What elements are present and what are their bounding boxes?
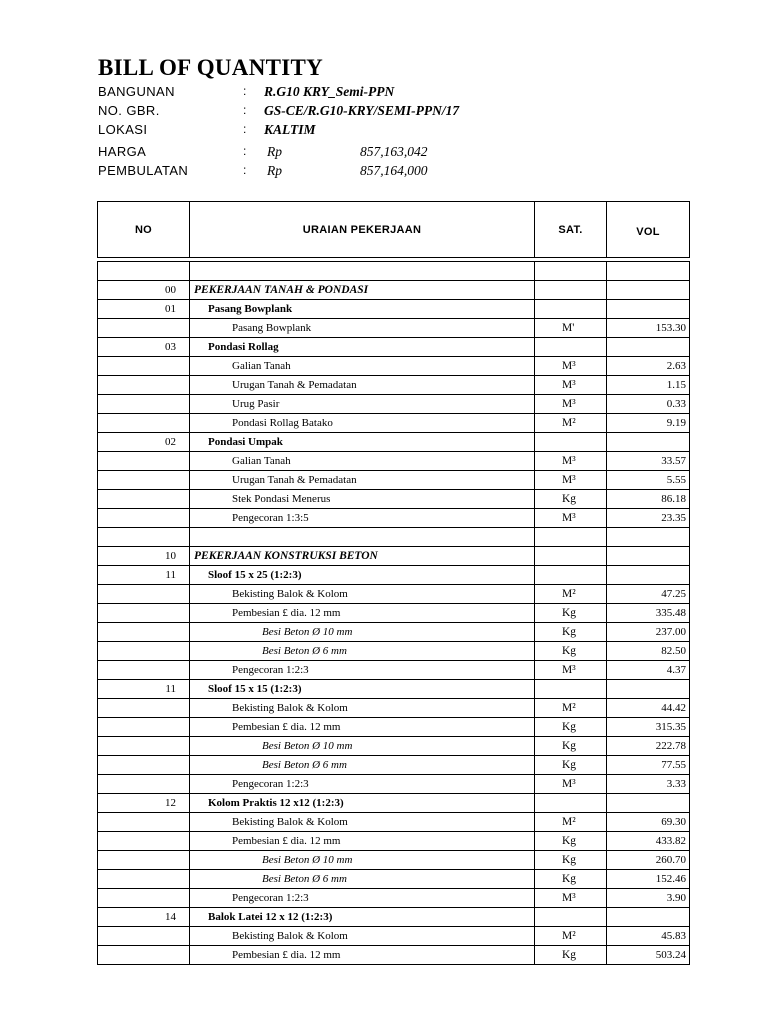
cell-vol: 3.33 (607, 775, 690, 794)
meta-value: KALTIM (264, 122, 316, 137)
table-row (98, 623, 690, 642)
cell-no: 02 (98, 433, 190, 452)
cell-no (98, 718, 190, 737)
cell-no (98, 832, 190, 851)
cell-sat: M² (535, 585, 607, 604)
uraian-text: Pondasi Rollag Batako (232, 417, 333, 429)
uraian-text: Urugan Tanah & Pemadatan (232, 474, 357, 486)
cell-sat (535, 794, 607, 813)
cell-uraian (190, 680, 535, 699)
uraian-text: Pembesian £ dia. 12 mm (232, 721, 341, 733)
uraian-text: Pengecoran 1:2:3 (232, 892, 309, 904)
cell-vol: 3.90 (607, 889, 690, 908)
cell-no: 10 (98, 547, 190, 566)
cell-vol: 237.00 (607, 623, 690, 642)
cell-no (98, 661, 190, 680)
uraian-text: Besi Beton Ø 10 mm (262, 854, 353, 866)
uraian-text: Bekisting Balok & Kolom (232, 930, 348, 942)
cell-sat: Kg (535, 718, 607, 737)
cell-vol: 69.30 (607, 813, 690, 832)
cell-uraian (190, 528, 535, 547)
uraian-text: Pasang Bowplank (232, 322, 312, 334)
cell-vol: 222.78 (607, 737, 690, 756)
meta-label: HARGA (98, 144, 147, 159)
cell-vol: 503.24 (607, 946, 690, 965)
meta-label: BANGUNAN (98, 84, 175, 99)
header-no: NO (98, 202, 190, 258)
table-row (98, 794, 690, 813)
uraian-text: PEKERJAAN TANAH & PONDASI (194, 284, 369, 296)
cell-sat: Kg (535, 851, 607, 870)
table-row (98, 471, 690, 490)
cell-sat (535, 300, 607, 319)
table-row (98, 718, 690, 737)
table-row (98, 376, 690, 395)
header-row (98, 202, 690, 258)
cell-sat: Kg (535, 604, 607, 623)
uraian-text: Kolom Praktis 12 x12 (1:2:3) (208, 797, 344, 809)
uraian-text: Besi Beton Ø 10 mm (262, 626, 353, 638)
cell-uraian (190, 927, 535, 946)
table-row (98, 357, 690, 376)
cell-sat: M³ (535, 395, 607, 414)
cell-sat: Kg (535, 832, 607, 851)
table-row (98, 813, 690, 832)
table-row (98, 832, 690, 851)
cell-no (98, 851, 190, 870)
meta-label: PEMBULATAN (98, 163, 189, 178)
table-row (98, 927, 690, 946)
cell-sat (535, 547, 607, 566)
cell-vol: 315.35 (607, 718, 690, 737)
cell-sat: M² (535, 414, 607, 433)
uraian-text: Bekisting Balok & Kolom (232, 816, 348, 828)
table-row (98, 319, 690, 338)
cell-sat: Kg (535, 870, 607, 889)
uraian-text: Galian Tanah (232, 360, 291, 372)
uraian-text: Pembesian £ dia. 12 mm (232, 949, 341, 961)
cell-uraian (190, 566, 535, 585)
cell-vol: 77.55 (607, 756, 690, 775)
cell-vol: 33.57 (607, 452, 690, 471)
cell-uraian (190, 319, 535, 338)
uraian-text: PEKERJAAN KONSTRUKSI BETON (194, 550, 378, 562)
table-row (98, 946, 690, 965)
cell-no: 14 (98, 908, 190, 927)
cell-sat (535, 566, 607, 585)
cell-vol (607, 794, 690, 813)
meta-colon: : (243, 122, 247, 136)
cell-no (98, 889, 190, 908)
cell-sat: Kg (535, 490, 607, 509)
table-row (98, 699, 690, 718)
cell-no (98, 699, 190, 718)
cell-sat: Kg (535, 737, 607, 756)
cell-no (98, 528, 190, 547)
cell-sat: Kg (535, 946, 607, 965)
cell-sat (535, 262, 607, 281)
cell-sat: M³ (535, 471, 607, 490)
cell-uraian (190, 604, 535, 623)
cell-vol (607, 528, 690, 547)
cell-sat: M³ (535, 775, 607, 794)
cell-no (98, 490, 190, 509)
table-row (98, 452, 690, 471)
cell-sat: M' (535, 319, 607, 338)
cell-vol: 4.37 (607, 661, 690, 680)
table-row (98, 281, 690, 300)
cell-uraian (190, 471, 535, 490)
cell-vol (607, 338, 690, 357)
cell-uraian (190, 946, 535, 965)
cell-uraian (190, 851, 535, 870)
uraian-text: Pembesian £ dia. 12 mm (232, 835, 341, 847)
cell-no: 01 (98, 300, 190, 319)
uraian-text: Urugan Tanah & Pemadatan (232, 379, 357, 391)
meta-value: R.G10 KRY_Semi-PPN (264, 84, 395, 99)
table-row (98, 414, 690, 433)
cell-vol (607, 300, 690, 319)
table-row (98, 680, 690, 699)
meta-colon: : (243, 103, 247, 117)
cell-uraian (190, 718, 535, 737)
table-row (98, 908, 690, 927)
uraian-text: Urug Pasir (232, 398, 280, 410)
cell-sat: Kg (535, 623, 607, 642)
cell-sat (535, 338, 607, 357)
cell-vol: 335.48 (607, 604, 690, 623)
cell-no (98, 775, 190, 794)
cell-uraian (190, 623, 535, 642)
cell-uraian (190, 395, 535, 414)
cell-sat: Kg (535, 642, 607, 661)
cell-sat: M² (535, 813, 607, 832)
meta-currency: Rp (267, 163, 282, 178)
cell-uraian (190, 737, 535, 756)
table-row (98, 661, 690, 680)
cell-uraian (190, 642, 535, 661)
cell-vol (607, 547, 690, 566)
cell-vol: 5.55 (607, 471, 690, 490)
cell-no (98, 414, 190, 433)
cell-uraian (190, 870, 535, 889)
cell-vol: 433.82 (607, 832, 690, 851)
cell-uraian (190, 376, 535, 395)
cell-no (98, 452, 190, 471)
meta-amount: 857,164,000 (360, 163, 428, 178)
cell-uraian (190, 262, 535, 281)
cell-sat (535, 680, 607, 699)
uraian-text: Galian Tanah (232, 455, 291, 467)
cell-sat: M³ (535, 376, 607, 395)
uraian-text: Besi Beton Ø 10 mm (262, 740, 353, 752)
table-row (98, 566, 690, 585)
uraian-text: Pengecoran 1:2:3 (232, 778, 309, 790)
cell-uraian (190, 699, 535, 718)
cell-sat: M³ (535, 661, 607, 680)
cell-no (98, 395, 190, 414)
cell-uraian (190, 414, 535, 433)
cell-vol (607, 566, 690, 585)
table-row (98, 490, 690, 509)
boq-table-header (97, 201, 690, 258)
cell-vol: 23.35 (607, 509, 690, 528)
table-row (98, 338, 690, 357)
cell-sat: M² (535, 927, 607, 946)
table-row (98, 604, 690, 623)
cell-vol (607, 680, 690, 699)
uraian-text: Bekisting Balok & Kolom (232, 588, 348, 600)
meta-colon: : (243, 144, 247, 158)
cell-uraian (190, 908, 535, 927)
meta-amount: 857,163,042 (360, 144, 428, 159)
cell-no (98, 604, 190, 623)
cell-uraian (190, 794, 535, 813)
table-row (98, 851, 690, 870)
table-row (98, 585, 690, 604)
uraian-text: Pondasi Umpak (208, 436, 283, 448)
cell-uraian (190, 813, 535, 832)
cell-no (98, 319, 190, 338)
table-row (98, 528, 690, 547)
cell-uraian (190, 661, 535, 680)
table-row (98, 870, 690, 889)
cell-sat (535, 433, 607, 452)
cell-uraian (190, 490, 535, 509)
cell-no (98, 471, 190, 490)
cell-sat: M³ (535, 357, 607, 376)
cell-sat (535, 528, 607, 547)
document-title: BILL OF QUANTITY (98, 55, 324, 80)
cell-uraian (190, 775, 535, 794)
cell-uraian (190, 281, 535, 300)
cell-no (98, 756, 190, 775)
cell-vol: 260.70 (607, 851, 690, 870)
table-row (98, 509, 690, 528)
cell-vol: 1.15 (607, 376, 690, 395)
uraian-text: Sloof 15 x 25 (1:2:3) (208, 569, 302, 581)
cell-vol (607, 262, 690, 281)
cell-no: 12 (98, 794, 190, 813)
meta-label: NO. GBR. (98, 103, 160, 118)
cell-vol: 152.46 (607, 870, 690, 889)
meta-value: GS-CE/R.G10-KRY/SEMI-PPN/17 (264, 103, 460, 118)
cell-uraian (190, 585, 535, 604)
table-row (98, 775, 690, 794)
uraian-text: Pengecoran 1:2:3 (232, 664, 309, 676)
cell-vol: 82.50 (607, 642, 690, 661)
cell-no (98, 946, 190, 965)
table-row (98, 756, 690, 775)
uraian-text: Besi Beton Ø 6 mm (262, 645, 347, 657)
uraian-text: Besi Beton Ø 6 mm (262, 759, 347, 771)
boq-table-body (98, 262, 690, 965)
cell-sat (535, 908, 607, 927)
cell-no (98, 737, 190, 756)
cell-uraian (190, 452, 535, 471)
cell-no (98, 376, 190, 395)
cell-vol: 9.19 (607, 414, 690, 433)
table-row (98, 262, 690, 281)
cell-no (98, 642, 190, 661)
cell-no (98, 623, 190, 642)
table-row (98, 433, 690, 452)
cell-vol (607, 433, 690, 452)
meta-colon: : (243, 84, 247, 98)
cell-no: 03 (98, 338, 190, 357)
uraian-text: Sloof 15 x 15 (1:2:3) (208, 683, 302, 695)
cell-sat: Kg (535, 756, 607, 775)
table-row (98, 737, 690, 756)
cell-uraian (190, 357, 535, 376)
uraian-text: Bekisting Balok & Kolom (232, 702, 348, 714)
cell-vol: 2.63 (607, 357, 690, 376)
table-row (98, 547, 690, 566)
cell-uraian (190, 756, 535, 775)
cell-no (98, 927, 190, 946)
header-uraian: URAIAN PEKERJAAN (190, 202, 535, 258)
cell-no: 11 (98, 566, 190, 585)
cell-sat: M³ (535, 509, 607, 528)
table-row (98, 395, 690, 414)
cell-uraian (190, 832, 535, 851)
cell-uraian (190, 300, 535, 319)
meta-currency: Rp (267, 144, 282, 159)
uraian-text: Pondasi Rollag (208, 341, 279, 353)
meta-colon: : (243, 163, 247, 177)
cell-vol: 153.30 (607, 319, 690, 338)
cell-uraian (190, 547, 535, 566)
cell-no (98, 585, 190, 604)
cell-no (98, 813, 190, 832)
cell-vol (607, 281, 690, 300)
table-row (98, 889, 690, 908)
uraian-text: Stek Pondasi Menerus (232, 493, 331, 505)
cell-no (98, 262, 190, 281)
cell-uraian (190, 433, 535, 452)
cell-uraian (190, 509, 535, 528)
table-row (98, 642, 690, 661)
cell-vol: 45.83 (607, 927, 690, 946)
uraian-text: Besi Beton Ø 6 mm (262, 873, 347, 885)
table-row (98, 300, 690, 319)
cell-uraian (190, 338, 535, 357)
header-vol: VOL (607, 202, 690, 258)
cell-vol: 86.18 (607, 490, 690, 509)
cell-no (98, 357, 190, 376)
uraian-text: Pembesian £ dia. 12 mm (232, 607, 341, 619)
cell-vol: 47.25 (607, 585, 690, 604)
uraian-text: Pengecoran 1:3:5 (232, 512, 309, 524)
cell-no: 00 (98, 281, 190, 300)
boq-table (97, 261, 690, 965)
cell-sat: M³ (535, 452, 607, 471)
cell-sat (535, 281, 607, 300)
cell-vol (607, 908, 690, 927)
cell-sat: M² (535, 699, 607, 718)
meta-label: LOKASI (98, 122, 148, 137)
uraian-text: Pasang Bowplank (208, 303, 293, 315)
cell-vol: 0.33 (607, 395, 690, 414)
uraian-text: Balok Latei 12 x 12 (1:2:3) (208, 911, 333, 923)
cell-no (98, 509, 190, 528)
cell-sat: M³ (535, 889, 607, 908)
cell-no (98, 870, 190, 889)
header-sat: SAT. (535, 202, 607, 258)
cell-no: 11 (98, 680, 190, 699)
cell-uraian (190, 889, 535, 908)
cell-vol: 44.42 (607, 699, 690, 718)
